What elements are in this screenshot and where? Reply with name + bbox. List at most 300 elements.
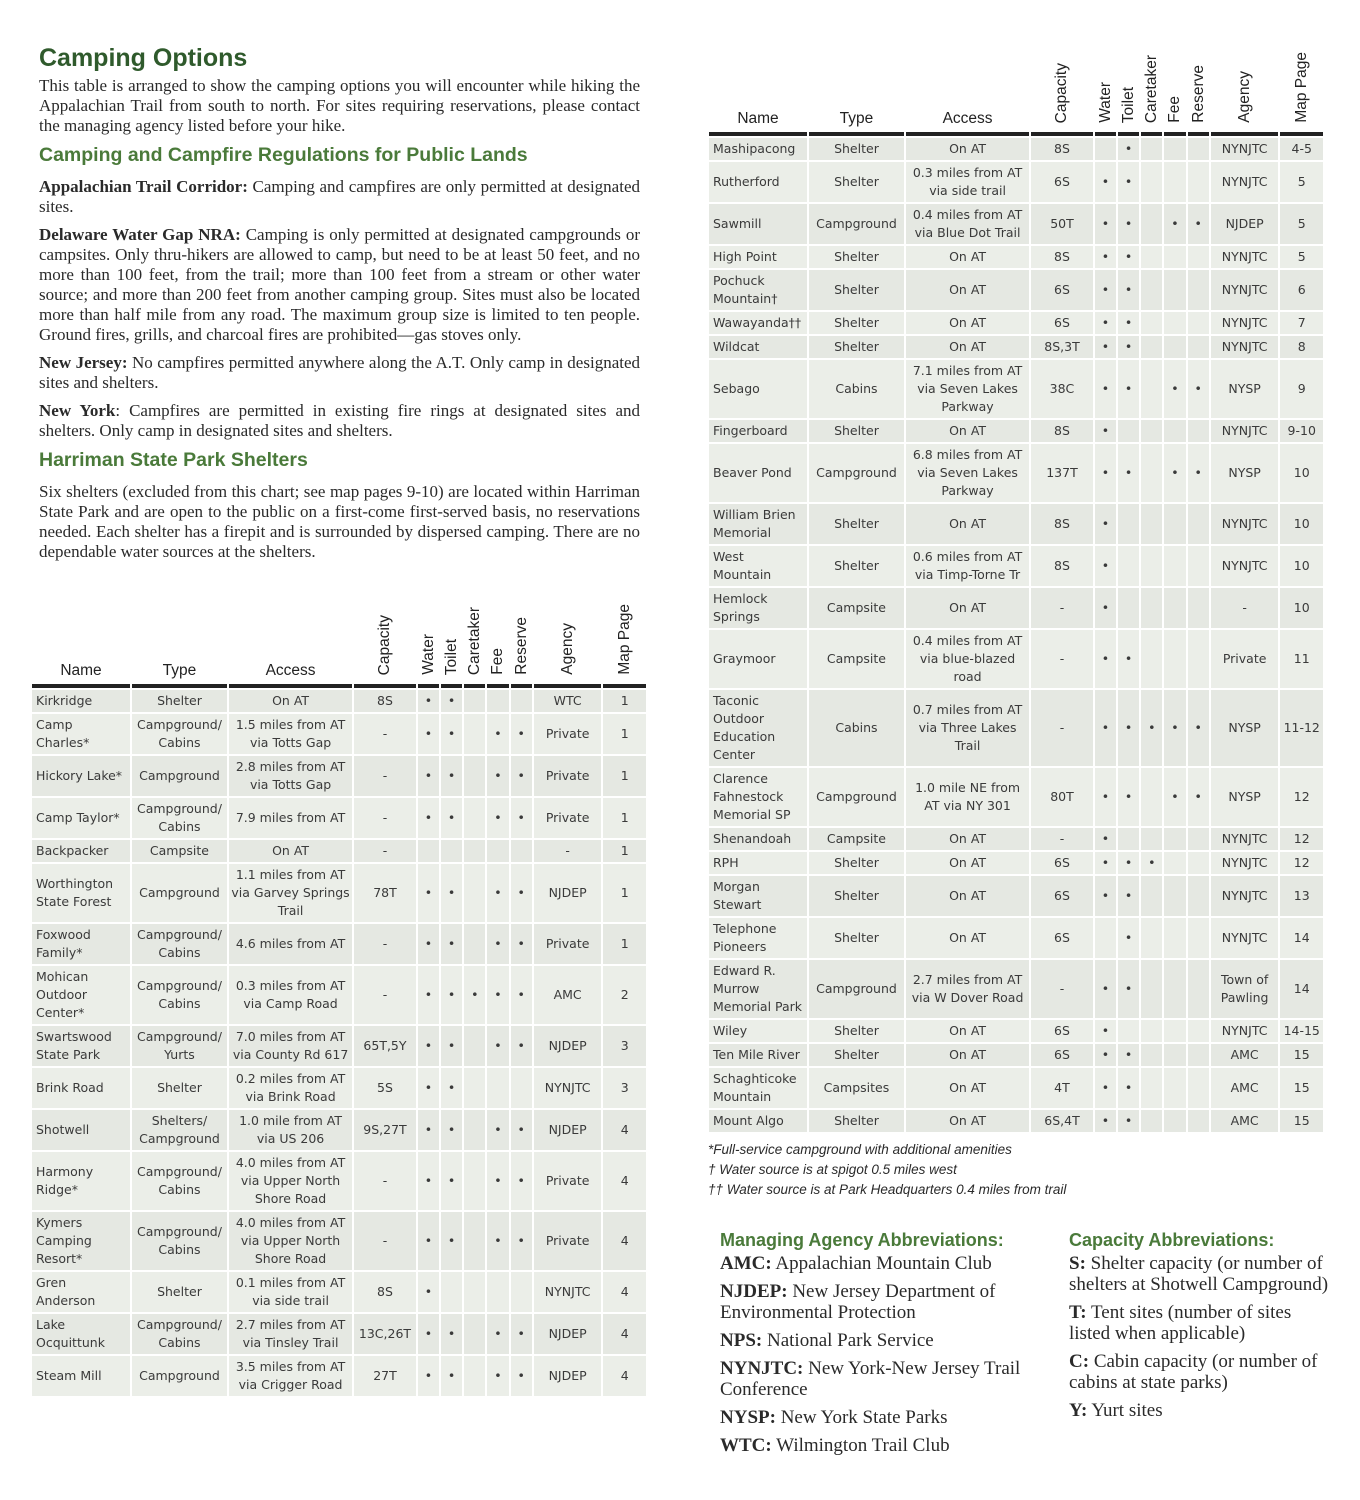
table-cell: - [1211, 588, 1279, 628]
table-row [709, 336, 1323, 358]
table-cell: 2.8 miles from AT via Totts Gap [229, 756, 352, 796]
table-cell [1188, 336, 1209, 358]
table-cell: Swartswood State Park [32, 1026, 130, 1066]
table-cell: • [441, 1026, 462, 1066]
table-cell [1188, 1068, 1209, 1108]
table-cell: • [511, 1026, 532, 1066]
table-cell [1164, 270, 1185, 310]
table-cell: • [1095, 960, 1116, 1018]
table-cell [487, 1272, 508, 1312]
table-cell: Private [534, 924, 602, 964]
table-cell: 78T [354, 864, 416, 922]
table-cell: Camp Taylor* [32, 798, 130, 838]
table-cell: • [511, 1314, 532, 1354]
table-cell: Cabins [809, 360, 904, 418]
table-cell [1141, 1020, 1162, 1042]
column-header [511, 600, 532, 688]
column-header [1031, 48, 1093, 136]
table-cell [1141, 918, 1162, 958]
table-cell: Kirkridge [32, 690, 130, 712]
table-cell: NYNJTC [534, 1272, 602, 1312]
table-cell [1188, 852, 1209, 874]
table-cell: 6 [1280, 270, 1323, 310]
table-cell: Shelter [809, 420, 904, 442]
abbr-yurt: Y: Yurt sites [1069, 1400, 1163, 1421]
table-cell: • [441, 1110, 462, 1150]
table-cell: 6S,4T [1031, 1110, 1093, 1132]
table-cell: 1 [603, 924, 646, 964]
table-cell: On AT [906, 1044, 1029, 1066]
table-cell [1141, 444, 1162, 502]
table-cell: Town of Pawling [1211, 960, 1279, 1018]
table-cell [464, 1110, 485, 1150]
abbr-nysp: NYSP: New York State Parks [720, 1407, 948, 1428]
table-cell: • [511, 1212, 532, 1270]
table-cell [1188, 876, 1209, 916]
table-cell: 1.0 mile NE from AT via NY 301 [906, 768, 1029, 826]
table-cell: 13C,26T [354, 1314, 416, 1354]
table-cell: • [441, 690, 462, 712]
column-header [1188, 48, 1209, 136]
table-cell: Shelter [809, 504, 904, 544]
table-cell: 6S [1031, 876, 1093, 916]
table-row [709, 420, 1323, 442]
table-cell: 8S [1031, 420, 1093, 442]
table-cell: 6S [1031, 852, 1093, 874]
table-cell: • [1188, 360, 1209, 418]
table-cell: • [487, 1314, 508, 1354]
table-cell: - [354, 840, 416, 862]
table-cell [1141, 204, 1162, 244]
table-cell [1141, 270, 1162, 310]
table-cell [1164, 1110, 1185, 1132]
table-cell: Edward R. Murrow Memorial Park [709, 960, 807, 1018]
table-cell [441, 840, 462, 862]
table-cell: - [1031, 960, 1093, 1018]
table-cell: Ten Mile River [709, 1044, 807, 1066]
table-cell: Steam Mill [32, 1356, 130, 1396]
table-cell: On AT [906, 876, 1029, 916]
table-cell [487, 1068, 508, 1108]
table-row [709, 588, 1323, 628]
table-cell: NJDEP [534, 1026, 602, 1066]
column-header: Access [906, 48, 1029, 136]
table-cell: Schaghticoke Mountain [709, 1068, 807, 1108]
table-cell: Mohican Outdoor Center* [32, 966, 130, 1024]
table-cell [1164, 918, 1185, 958]
table-cell: NYSP [1211, 444, 1279, 502]
capacity-abbr-heading: Capacity Abbreviations: [1069, 1230, 1275, 1250]
table-cell [1164, 504, 1185, 544]
table-cell: • [487, 966, 508, 1024]
intro-paragraph: This table is arranged to show the camping options you will encounter while hiking the Appalachian Trail from south to north. For sites requiring reservations, please contact the managing agency listed before your hike. [39, 76, 640, 135]
table-cell: • [1118, 336, 1139, 358]
table-cell: • [511, 798, 532, 838]
column-header [1211, 48, 1279, 136]
table-cell: Sebago [709, 360, 807, 418]
table-cell: • [441, 924, 462, 964]
table-row [32, 1356, 646, 1396]
table-row [32, 690, 646, 712]
table-cell: Lake Ocquittunk [32, 1314, 130, 1354]
table-cell [1188, 162, 1209, 202]
table-cell: Shenandoah [709, 828, 807, 850]
table-cell: Mount Algo [709, 1110, 807, 1132]
table-cell: • [1188, 444, 1209, 502]
table-cell: Foxwood Family* [32, 924, 130, 964]
table-cell [1141, 768, 1162, 826]
table-cell: • [1164, 768, 1185, 826]
column-header: Access [229, 600, 352, 688]
column-header-label: Capacity [1052, 62, 1070, 123]
table-cell: • [1188, 204, 1209, 244]
table-row [709, 918, 1323, 958]
column-header-label: Caretaker [1143, 54, 1161, 123]
table-cell: • [441, 756, 462, 796]
table-cell: 12 [1280, 852, 1323, 874]
table-row [32, 924, 646, 964]
table-cell: • [1095, 588, 1116, 628]
table-cell [1164, 246, 1185, 268]
regulations-heading: Camping and Campfire Regulations for Public Lands [39, 144, 528, 166]
table-cell: - [1031, 630, 1093, 688]
abbr-cabin: C: Cabin capacity (or number of cabins at state parks) [1069, 1351, 1318, 1393]
table-cell: • [441, 1212, 462, 1270]
table-cell: 13 [1280, 876, 1323, 916]
table-cell: 6S [1031, 1044, 1093, 1066]
table-row [709, 162, 1323, 202]
table-row [709, 546, 1323, 586]
table-cell [1188, 1044, 1209, 1066]
table-cell: • [1095, 876, 1116, 916]
column-header-label: Map Page [615, 604, 633, 675]
table-row [709, 270, 1323, 310]
table-cell: • [1095, 246, 1116, 268]
table-cell: - [354, 1152, 416, 1210]
table-cell: 15 [1280, 1110, 1323, 1132]
agency-abbr-heading: Managing Agency Abbreviations: [720, 1230, 1004, 1250]
table-cell [1164, 336, 1185, 358]
table-cell: Wildcat [709, 336, 807, 358]
table-cell [1188, 588, 1209, 628]
table-cell: 5 [1280, 204, 1323, 244]
table-cell: Shelter [132, 1068, 227, 1108]
table-cell: • [418, 798, 439, 838]
table-cell: 9-10 [1280, 420, 1323, 442]
table-cell: 10 [1280, 546, 1323, 586]
table-cell: Private [534, 1152, 602, 1210]
table-cell: • [1095, 312, 1116, 334]
footnote-double-dagger: †† Water source is at Park Headquarters 0.4 miles from trail [708, 1182, 1067, 1197]
table-cell: 9S,27T [354, 1110, 416, 1150]
column-header [1164, 48, 1185, 136]
table-cell: 0.2 miles from AT via Brink Road [229, 1068, 352, 1108]
table-cell: On AT [906, 588, 1029, 628]
table-cell: Worthington State Forest [32, 864, 130, 922]
table-row [709, 138, 1323, 160]
table-cell [464, 714, 485, 754]
table-cell: NYNJTC [1211, 876, 1279, 916]
table-cell: • [1118, 246, 1139, 268]
table-cell: 8 [1280, 336, 1323, 358]
table-cell: 137T [1031, 444, 1093, 502]
table-cell: 7.1 miles from AT via Seven Lakes Parkway [906, 360, 1029, 418]
table-cell: • [1095, 768, 1116, 826]
table-cell [464, 1212, 485, 1270]
table-cell: - [1031, 690, 1093, 766]
table-cell: - [354, 1212, 416, 1270]
table-cell: • [487, 1356, 508, 1396]
table-cell: • [1095, 1068, 1116, 1108]
table-row [32, 714, 646, 754]
table-cell: Shelter [132, 1272, 227, 1312]
table-row [32, 1026, 646, 1066]
table-cell: Telephone Pioneers [709, 918, 807, 958]
table-cell: 10 [1280, 588, 1323, 628]
column-header-label: Fee [1166, 96, 1184, 123]
table-cell: - [354, 714, 416, 754]
table-cell: • [487, 1212, 508, 1270]
table-cell: 11-12 [1280, 690, 1323, 766]
column-header [418, 600, 439, 688]
table-cell: 1 [603, 798, 646, 838]
table-row [709, 1110, 1323, 1132]
table-cell [511, 1068, 532, 1108]
column-header-label: Water [419, 634, 437, 675]
table-cell: 14 [1280, 918, 1323, 958]
abbr-shelter: S: Shelter capacity (or number of shelters at Shotwell Campground) [1069, 1253, 1329, 1295]
table-cell: NYNJTC [1211, 312, 1279, 334]
table-cell [1188, 138, 1209, 160]
table-cell: • [1095, 270, 1116, 310]
table-cell: 3 [603, 1068, 646, 1108]
column-header [603, 600, 646, 688]
table-cell: NYNJTC [534, 1068, 602, 1108]
footnotes [708, 1140, 1066, 1200]
table-cell: High Point [709, 246, 807, 268]
table-cell: 4 [603, 1212, 646, 1270]
table-cell: Shelter [132, 690, 227, 712]
table-cell: • [441, 1314, 462, 1354]
table-cell [464, 864, 485, 922]
table-row [709, 312, 1323, 334]
table-cell: Private [534, 798, 602, 838]
table-cell [1188, 828, 1209, 850]
table-cell: • [1164, 204, 1185, 244]
table-cell: Shotwell [32, 1110, 130, 1150]
column-header-label: Agency [1235, 71, 1253, 123]
table-cell [1188, 1020, 1209, 1042]
table-cell: • [441, 1068, 462, 1108]
table-cell: On AT [906, 828, 1029, 850]
table-cell: Campground [809, 204, 904, 244]
table-cell: Campground/ Yurts [132, 1026, 227, 1066]
table-cell [464, 1314, 485, 1354]
table-cell: • [1118, 768, 1139, 826]
table-row [32, 798, 646, 838]
table-cell: NYNJTC [1211, 852, 1279, 874]
table-cell [1164, 876, 1185, 916]
table-cell [464, 1152, 485, 1210]
table-cell: Shelter [809, 1044, 904, 1066]
table-cell: 1.1 miles from AT via Garvey Springs Trail [229, 864, 352, 922]
table-cell: • [1118, 630, 1139, 688]
table-cell: • [487, 864, 508, 922]
table-cell: • [487, 756, 508, 796]
table-cell: 4.0 miles from AT via Upper North Shore Road [229, 1152, 352, 1210]
table-cell: Clarence Fahnestock Memorial SP [709, 768, 807, 826]
table-cell [464, 1068, 485, 1108]
table-cell: On AT [906, 312, 1029, 334]
table-cell: 4 [603, 1314, 646, 1354]
table-cell [1118, 1020, 1139, 1042]
table-row [709, 690, 1323, 766]
table-cell: 0.6 miles from AT via Timp-Torne Tr [906, 546, 1029, 586]
table-cell: • [1118, 852, 1139, 874]
table-cell: 3 [603, 1026, 646, 1066]
table-cell: Private [1211, 630, 1279, 688]
table-cell: Hemlock Springs [709, 588, 807, 628]
table-cell: 1 [603, 864, 646, 922]
table-cell: NJDEP [534, 1110, 602, 1150]
table-cell: • [1164, 690, 1185, 766]
table-cell: 0.3 miles from AT via side trail [906, 162, 1029, 202]
table-cell: • [1095, 162, 1116, 202]
regulation-dwg-nra: Delaware Water Gap NRA: Camping is only permitted at designated campgrounds or campsites. Only thru-hikers are allowed to camp, but need to be at least 50 feet, and no more than 100 feet, from the trail; more than 100 feet from a stream or other water source; and more than 200 feet from another camping group. Sites must also be located more than half mile from any road. The maximum group size is limited to ten people. Ground fires, grills, and charcoal fires are prohibited—gas stoves only. [39, 225, 640, 344]
column-header-label: Reserve [512, 617, 530, 675]
table-cell: - [354, 756, 416, 796]
table-cell: • [487, 798, 508, 838]
table-cell: 0.4 miles from AT via blue-blazed road [906, 630, 1029, 688]
table-cell: Pochuck Mountain† [709, 270, 807, 310]
table-cell: • [1095, 204, 1116, 244]
table-cell [487, 840, 508, 862]
table-cell: • [441, 714, 462, 754]
table-cell [464, 1026, 485, 1066]
table-cell: 8S [354, 690, 416, 712]
table-cell: 0.3 miles from AT via Camp Road [229, 966, 352, 1024]
regulation-at-corridor: Appalachian Trail Corridor: Camping and campfires are only permitted at designated sites. [39, 177, 640, 216]
table-cell: NYNJTC [1211, 162, 1279, 202]
table-cell: Shelter [809, 138, 904, 160]
table-cell: 2.7 miles from AT via Tinsley Trail [229, 1314, 352, 1354]
column-header [1118, 48, 1139, 136]
table-cell: 5 [1280, 246, 1323, 268]
table-cell: NJDEP [534, 1356, 602, 1396]
table-cell: • [1095, 852, 1116, 874]
table-cell: • [1118, 360, 1139, 418]
table-cell: 27T [354, 1356, 416, 1396]
table-cell: Rutherford [709, 162, 807, 202]
table-cell: 80T [1031, 768, 1093, 826]
table-cell: • [1141, 690, 1162, 766]
table-cell: Campground/ Cabins [132, 798, 227, 838]
table-cell [1141, 336, 1162, 358]
table-cell: Beaver Pond [709, 444, 807, 502]
table-cell [487, 690, 508, 712]
table-cell: • [1164, 444, 1185, 502]
table-cell: AMC [1211, 1110, 1279, 1132]
table-cell: 4 [603, 1152, 646, 1210]
column-header [1141, 48, 1162, 136]
table-row [32, 1110, 646, 1150]
table-cell [1164, 630, 1185, 688]
table-cell [1141, 504, 1162, 544]
table-cell: NYNJTC [1211, 138, 1279, 160]
table-cell: - [1031, 588, 1093, 628]
table-cell: 8S [1031, 246, 1093, 268]
table-cell: 8S [1031, 546, 1093, 586]
table-cell: • [418, 1272, 439, 1312]
table-cell: On AT [906, 138, 1029, 160]
table-cell: 4 [603, 1356, 646, 1396]
column-header-label: Toilet [1119, 86, 1137, 123]
camping-table-right [707, 46, 1325, 1134]
abbr-amc: AMC: Appalachian Mountain Club [720, 1253, 992, 1274]
table-cell: Taconic Outdoor Education Center [709, 690, 807, 766]
table-cell: On AT [906, 504, 1029, 544]
table-cell: - [354, 924, 416, 964]
table-cell: Private [534, 1212, 602, 1270]
table-cell: NYNJTC [1211, 270, 1279, 310]
table-cell: • [441, 798, 462, 838]
table-cell: 2.7 miles from AT via W Dover Road [906, 960, 1029, 1018]
column-header: Name [32, 600, 130, 688]
table-cell: • [1095, 420, 1116, 442]
table-cell [1118, 588, 1139, 628]
table-row [32, 966, 646, 1024]
table-cell [1164, 852, 1185, 874]
table-cell: 1.5 miles from AT via Totts Gap [229, 714, 352, 754]
table-cell [1164, 1044, 1185, 1066]
table-cell: Campsite [132, 840, 227, 862]
table-cell: Wawayanda†† [709, 312, 807, 334]
table-cell: 15 [1280, 1044, 1323, 1066]
table-cell: 0.1 miles from AT via side trail [229, 1272, 352, 1312]
table-cell [1095, 918, 1116, 958]
table-row [709, 828, 1323, 850]
footnote-full-service: *Full-service campground with additional amenities [708, 1142, 1012, 1157]
table-cell: Wiley [709, 1020, 807, 1042]
table-cell: - [354, 966, 416, 1024]
table-cell: • [418, 714, 439, 754]
table-cell [1164, 1068, 1185, 1108]
table-row [709, 960, 1323, 1018]
table-cell: RPH [709, 852, 807, 874]
table-row [32, 840, 646, 862]
table-cell: NYNJTC [1211, 420, 1279, 442]
table-cell: Campground [809, 444, 904, 502]
table-cell [1141, 360, 1162, 418]
table-cell: Camp Charles* [32, 714, 130, 754]
table-cell: 6.8 miles from AT via Seven Lakes Parkway [906, 444, 1029, 502]
table-cell: • [418, 690, 439, 712]
table-row [709, 504, 1323, 544]
table-cell: NYSP [1211, 690, 1279, 766]
table-cell: 8S,3T [1031, 336, 1093, 358]
table-cell [1188, 546, 1209, 586]
table-cell: Shelter [809, 1110, 904, 1132]
table-cell: 7 [1280, 312, 1323, 334]
table-row [709, 1044, 1323, 1066]
table-cell: • [511, 966, 532, 1024]
table-cell: - [354, 798, 416, 838]
table-cell: Brink Road [32, 1068, 130, 1108]
table-cell: • [487, 924, 508, 964]
table-cell: Private [534, 714, 602, 754]
table-cell [1188, 630, 1209, 688]
table-cell: NYNJTC [1211, 546, 1279, 586]
